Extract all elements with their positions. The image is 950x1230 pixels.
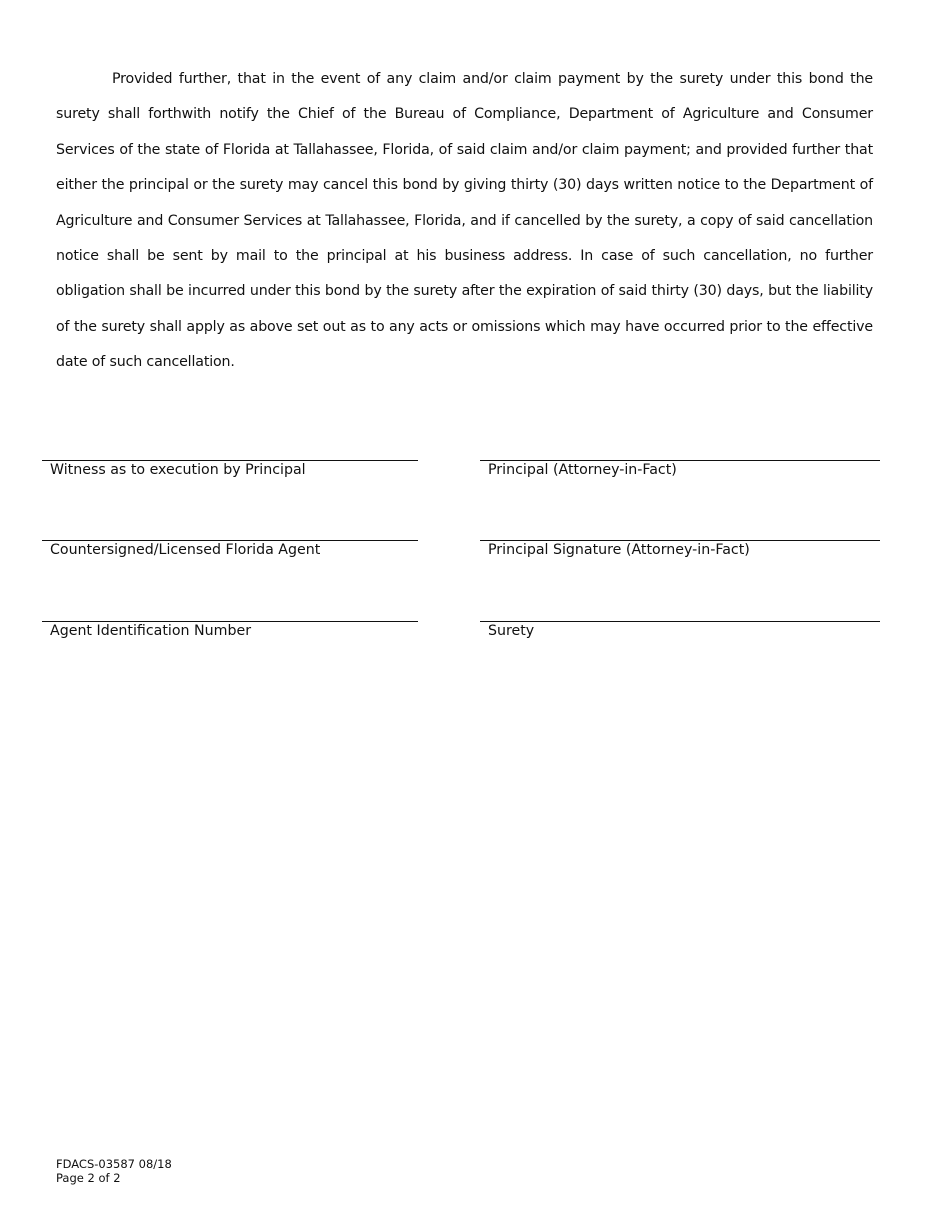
signature-label-countersigned-agent: Countersigned/Licensed Florida Agent xyxy=(50,542,321,558)
signature-label-principal: Principal (Attorney-in-Fact) xyxy=(488,462,677,478)
signature-label-agent-id: Agent Identification Number xyxy=(50,623,252,639)
signature-line-principal[interactable] xyxy=(480,460,880,478)
signature-line-countersigned-agent[interactable] xyxy=(42,540,418,558)
signature-label-witness: Witness as to execution by Principal xyxy=(50,462,306,478)
signature-label-principal-signature: Principal Signature (Attorney-in-Fact) xyxy=(488,542,750,558)
signature-line-witness[interactable] xyxy=(42,460,418,478)
signature-line-agent-id[interactable] xyxy=(42,621,418,639)
page-footer xyxy=(56,1157,172,1185)
signature-label-surety: Surety xyxy=(488,623,535,639)
page-number: Page 2 of 2 xyxy=(56,1171,121,1185)
cancellation-clause-paragraph: Provided further, that in the event of any claim and/or claim payment by the surety under this bond the surety shall forthwith notify the Chief of the Bureau of Compliance, Department of Agriculture and Consumer Services of the state of Florida at Tallahassee, Florida, of said claim and/or claim payment; and provided further that either the principal or the surety may cancel this bond by giving thirty (30) days written notice to the Department of Agriculture and Consumer Services at Tallahassee, Florida, and if cancelled by the surety, a copy of said cancellation notice shall be sent by mail to the principal at his business address. In case of such cancellation, no further obligation shall be incurred under this bond by the surety after the expiration of said thirty (30) days, but the liability of the surety shall apply as above set out as to any acts or omissions which may have occurred prior to the effective date of such cancellation. xyxy=(56,71,873,371)
signature-line-principal-signature[interactable] xyxy=(480,540,880,558)
signature-line-surety[interactable] xyxy=(480,621,880,639)
form-number: FDACS-03587 08/18 xyxy=(56,1157,172,1171)
